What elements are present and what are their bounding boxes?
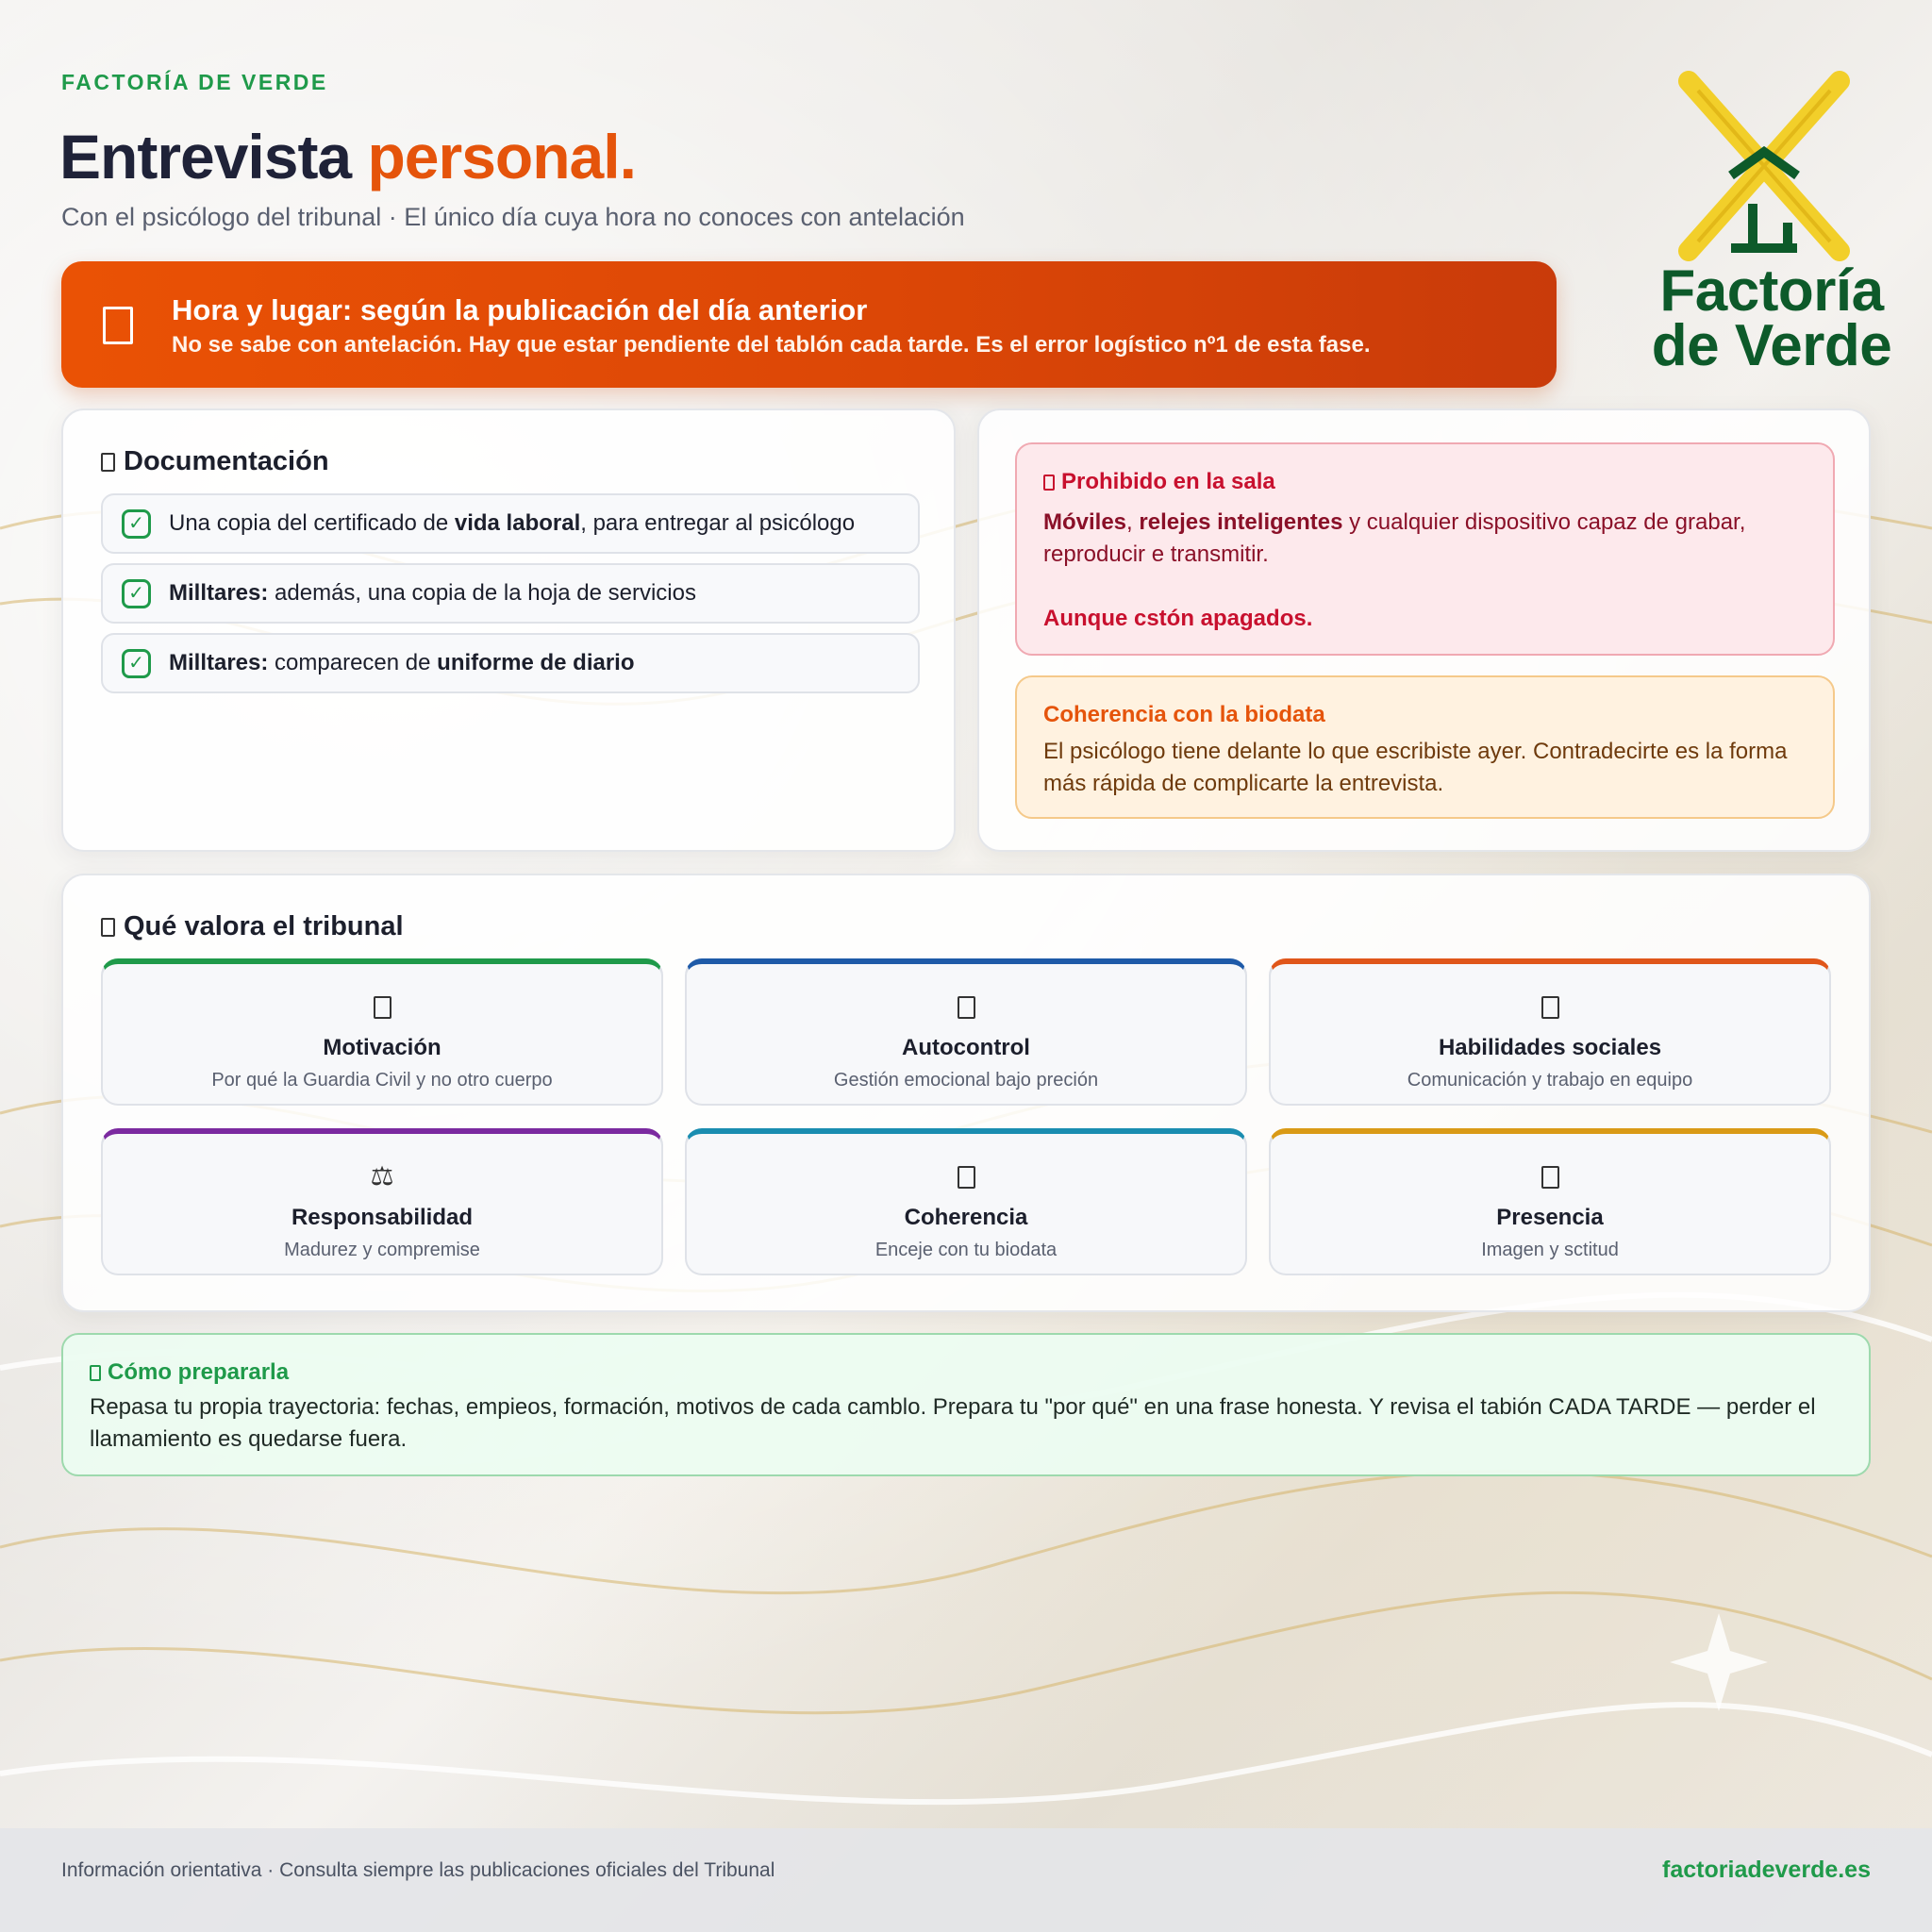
page-subtitle: Con el psicólogo del tribunal · El único día cuya hora no conoces con antelación	[61, 203, 965, 231]
trait-name: Coherencia	[904, 1205, 1028, 1230]
trait-desc: Imagen y sctitud	[1481, 1240, 1619, 1260]
brand-logo-text	[1649, 258, 1894, 378]
trait-name: Motivación	[323, 1035, 441, 1060]
trait-card-habilidades	[1269, 958, 1831, 1106]
fire-icon	[374, 996, 391, 1019]
preparation-title: Cómo prepararla	[90, 1359, 289, 1386]
doc-item-text: Una copia del certificado de vida laboral, para entregar al psicólogo	[169, 510, 856, 536]
schedule-banner	[61, 261, 1557, 388]
documentation-title-text: Documentación	[124, 446, 329, 476]
trait-desc: Gestión emocional bajo preción	[833, 1070, 1099, 1091]
preparation-tip	[61, 1333, 1871, 1476]
trait-desc: Enceje con tu biodata	[874, 1240, 1058, 1260]
tribunal-title	[101, 911, 404, 942]
trait-desc: Comunicación y trabajo en equipo	[1407, 1070, 1693, 1091]
brain-icon	[958, 996, 975, 1019]
calendar-icon	[103, 307, 133, 344]
coherence-title: Coherencia con la biodata	[1043, 702, 1325, 727]
list-item	[101, 563, 920, 624]
tribunal-title-text: Qué valora el tribunal	[124, 911, 404, 941]
link-icon	[958, 1166, 975, 1189]
page-title	[59, 121, 636, 192]
brand-kicker: FACTORÍA DE VERDE	[61, 70, 328, 94]
target-icon	[101, 918, 115, 937]
documentation-title	[101, 446, 329, 477]
doc-item-text: Milltares: comparecen de uniforme de diario	[169, 650, 635, 675]
trait-name: Responsabilidad	[291, 1205, 474, 1230]
list-item	[101, 493, 920, 554]
trait-card-coherencia	[685, 1128, 1247, 1275]
lightbulb-icon	[90, 1365, 101, 1381]
banner-title: Hora y lugar: según la publicación del día anterior	[172, 293, 868, 326]
logo-line-2: de Verde	[1651, 313, 1892, 378]
title-accent: personal.	[367, 122, 636, 192]
banner-text: No se sabe con antelación. Hay que estar pendiente del tablón cada tarde. Es el error logístico nº1 de esta fase.	[172, 332, 1371, 358]
prohibited-note: Aunque cstón apagados.	[1043, 606, 1313, 631]
documentation-card	[61, 408, 956, 852]
prohibited-alert	[1015, 442, 1835, 656]
trait-card-autocontrol	[685, 958, 1247, 1106]
tie-icon	[1541, 1166, 1559, 1189]
list-item	[101, 633, 920, 693]
preparation-text: Repasa tu propia trayectoria: fechas, empieos, formación, motivos de cada camblo. Prepara tu "por qué" en una frase honesta. Y revisa el tabión CADA TARDE — perder el llamamiento es quedarse fuera.	[90, 1394, 1816, 1452]
logo-line-1: Factoría	[1659, 258, 1884, 324]
trait-desc: Madurez y compremise	[284, 1240, 480, 1260]
check-icon: ✓	[122, 649, 151, 678]
trait-card-responsabilidad	[101, 1128, 663, 1275]
trait-card-motivacion	[101, 958, 663, 1106]
scales-icon: ⚖	[370, 1161, 394, 1191]
doc-item-text: Milltares: además, una copia de la hoja de servicios	[169, 580, 696, 606]
trait-desc: Por qué la Guardia Civil y no otro cuerpo	[211, 1070, 553, 1091]
folder-icon	[101, 453, 115, 472]
check-icon: ✓	[122, 579, 151, 608]
no-phone-icon	[1043, 475, 1055, 491]
trait-name: Presencia	[1496, 1205, 1604, 1230]
prohibited-text: Móviles, relejes inteligentes y cualquier dispositivo capaz de grabar, reproducir e transmitir.	[1043, 509, 1746, 567]
trait-name: Autocontrol	[902, 1035, 1030, 1060]
tribunal-card	[61, 874, 1871, 1312]
prohibited-title: Prohibido en la sala	[1043, 469, 1275, 495]
trait-name: Habilidades sociales	[1438, 1035, 1662, 1060]
coherence-alert	[1015, 675, 1835, 819]
footer-disclaimer: Información orientativa · Consulta siempre las publicaciones oficiales del Tribunal	[61, 1859, 775, 1881]
rules-card	[977, 408, 1871, 852]
trait-card-presencia	[1269, 1128, 1831, 1275]
check-icon: ✓	[122, 509, 151, 539]
title-main: Entrevista	[59, 122, 352, 192]
footer-website-link[interactable]: factoriadeverde.es	[1662, 1857, 1871, 1883]
people-icon	[1541, 996, 1559, 1019]
coherence-text: El psicólogo tiene delante lo que escribiste ayer. Contradecirte es la forma más rápida de complicarte la entrevista.	[1043, 739, 1788, 796]
footer	[0, 1828, 1932, 1932]
